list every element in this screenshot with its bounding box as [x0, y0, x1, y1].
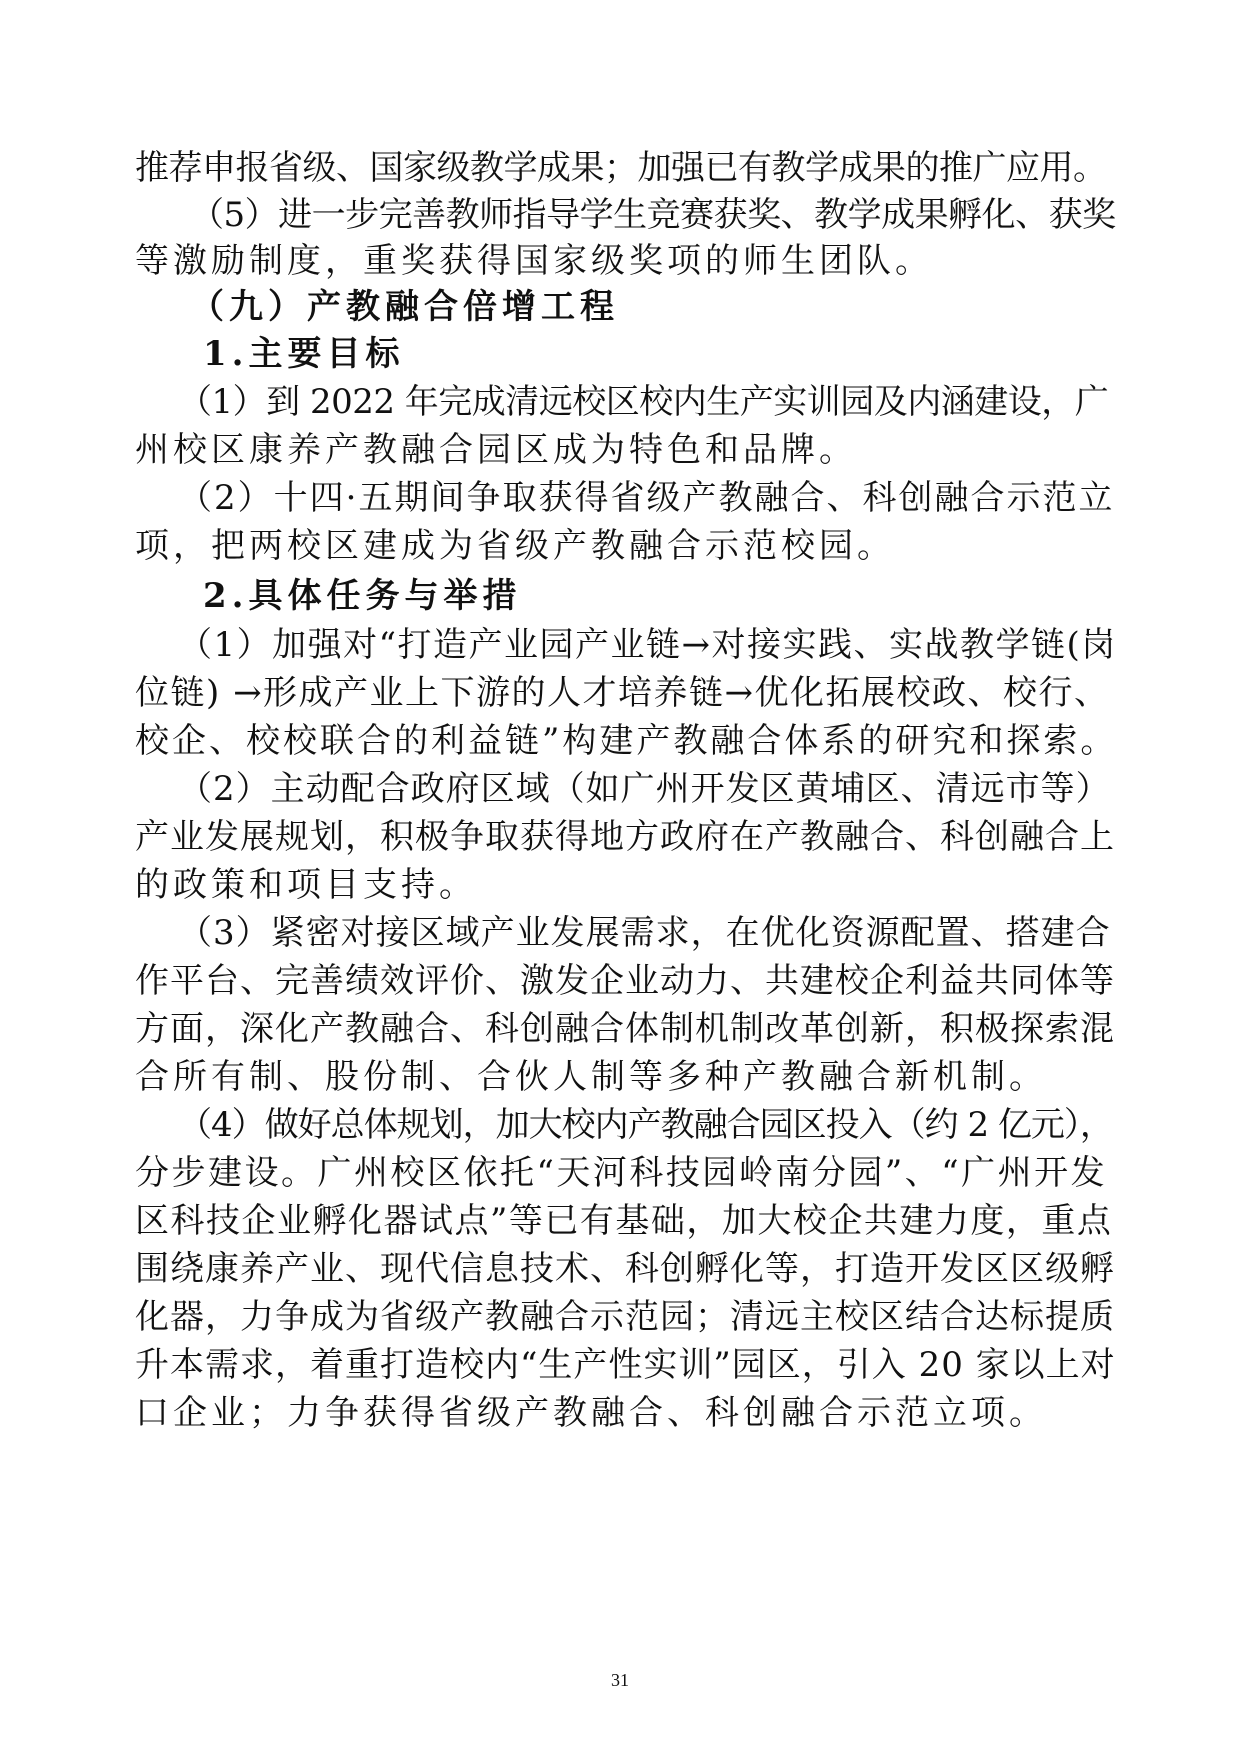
text-line: 升本需求，着重打造校内“生产性实训”园区，引入 20 家以上对: [135, 1345, 1116, 1385]
text-line: 围绕康养产业、现代信息技术、科创孵化等，打造开发区区级孵: [135, 1249, 1115, 1289]
text-line: （1）加强对“打造产业园产业链→对接实践、实战教学链(岗: [178, 625, 1117, 665]
text-line: 分步建设。广州校区依托“天河科技园岭南分园”、“广州开发: [135, 1153, 1108, 1193]
text-line: （3）紧密对接区域产业发展需求，在优化资源配置、搭建合: [178, 913, 1111, 953]
text-line: 方面，深化产教融合、科创融合体制机制改革创新，积极探索混: [135, 1009, 1115, 1049]
text-line: 口企业；力争获得省级产教融合、科创融合示范立项。: [135, 1393, 1047, 1433]
text-line: 合所有制、股份制、合伙人制等多种产教融合新机制。: [135, 1057, 1047, 1097]
text-line: 区科技企业孵化器试点”等已有基础，加大校企共建力度，重点: [135, 1201, 1113, 1241]
text-line: （1）到 2022 年完成清远校区校内生产实训园及内涵建设，广: [178, 382, 1109, 422]
text-line: 校企、校校联合的利益链”构建产教融合体系的研究和探索。: [135, 721, 1118, 761]
subsection-heading: 1.主要目标: [203, 334, 405, 374]
text-line: （2）主动配合政府区域（如广州开发区黄埔区、清远市等）: [178, 769, 1111, 809]
text-line: 项，把两校区建成为省级产教融合示范校园。: [135, 526, 895, 566]
text-line: 的政策和项目支持。: [135, 865, 477, 905]
text-line: （2）十四·五期间争取获得省级产教融合、科创融合示范立: [178, 478, 1115, 518]
text-line: 推荐申报省级、国家级教学成果；加强已有教学成果的推广应用。: [135, 148, 1107, 188]
text-line: （4）做好总体规划，加大校内产教融合园区投入（约 2 亿元），: [178, 1105, 1113, 1145]
section-heading: （九）产教融合倍增工程: [190, 287, 619, 327]
subsection-heading: 2.具体任务与举措: [203, 576, 522, 616]
text-line: 化器，力争成为省级产教融合示范园；清远主校区结合达标提质: [135, 1297, 1115, 1337]
text-line: 等激励制度，重奖获得国家级奖项的师生团队。: [135, 241, 933, 281]
text-line: 位链) →形成产业上下游的人才培养链→优化拓展校政、校行、: [135, 673, 1110, 713]
text-line: 产业发展规划，积极争取获得地方政府在产教融合、科创融合上: [135, 817, 1115, 857]
text-line: 州校区康养产教融合园区成为特色和品牌。: [135, 430, 857, 470]
page-number: 31: [611, 1670, 629, 1690]
text-line: （5）进一步完善教师指导学生竞赛获奖、教学成果孵化、获奖: [190, 195, 1116, 235]
text-line: 作平台、完善绩效评价、激发企业动力、共建校企利益共同体等: [135, 961, 1115, 1001]
